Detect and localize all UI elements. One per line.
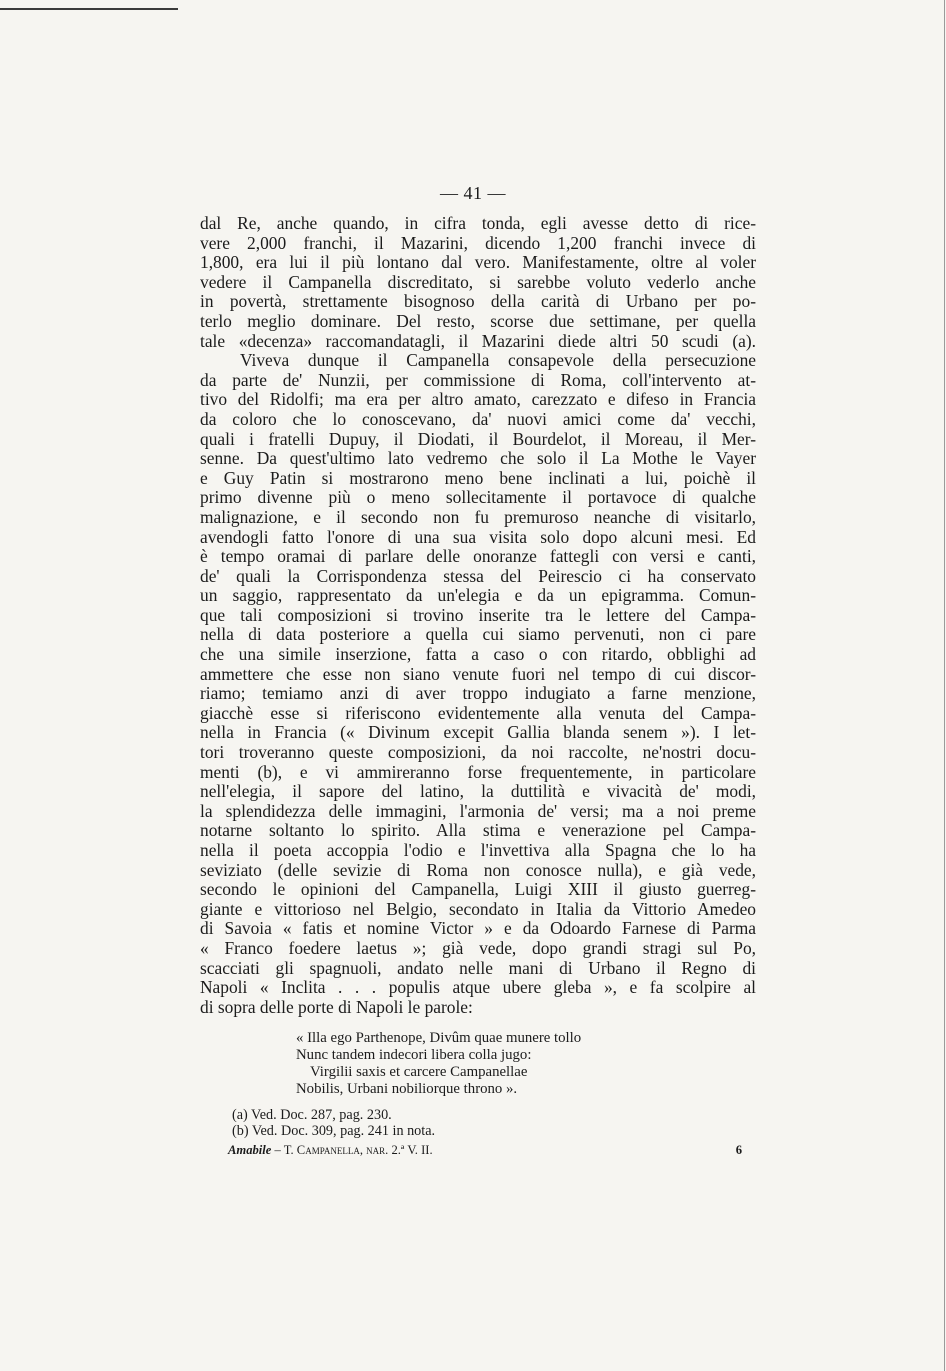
- text-line: ammettere che esse non siano venute fuori nel tempo di cui discor-: [200, 663, 756, 684]
- footnotes: [232, 1107, 752, 1139]
- verse-line: Nunc tandem indecori libera colla jugo:: [296, 1047, 532, 1063]
- text-line: seviziato (delle sevizie di Roma non conosce nulla), e già vede,: [200, 859, 756, 880]
- text-line: da coloro che lo conoscevano, da' nuovi amici come da' vecchi,: [200, 408, 756, 429]
- text-line: terlo meglio dominare. Del resto, scorse due settimane, per quella: [200, 310, 756, 331]
- text-line: primo divenne più o meno sollecitamente il portavoce di qualche: [200, 487, 756, 508]
- text-line: « Franco foedere laetus »; già vede, dopo grandi stragi sul Po,: [200, 937, 756, 958]
- text-line: Napoli « Inclita . . . populis atque ubere gleba », e fa scolpire al: [200, 977, 756, 998]
- text-line: tivo del Ridolfi; ma era per altro amato, carezzato e difeso in Francia: [200, 389, 756, 410]
- text-line: da parte de' Nunzii, per commissione di Roma, coll'intervento at-: [200, 369, 756, 390]
- verse-line: Virgilii saxis et carcere Campanellae: [310, 1064, 528, 1080]
- text-line: che una simile inserzione, fatta a caso o con ritardo, obblighi ad: [200, 644, 756, 665]
- page-edge-mark: [0, 8, 178, 10]
- text-line: è tempo oramai di parlare delle onoranze fattegli con versi e canti,: [200, 546, 756, 567]
- text-line: vere 2,000 franchi, il Mazarini, dicendo 1,200 franchi invece di: [200, 232, 756, 253]
- text-line: malignazione, e il secondo non fu premuroso neanche di visitarlo,: [200, 506, 756, 527]
- text-line: tale «decenza» raccomandatagli, il Mazarini diede altri 50 scudi (a).: [200, 330, 756, 351]
- text-line: avendogli fatto l'onore di una sua visita solo dopo alcuni mesi. Ed: [200, 526, 756, 547]
- text-line: nell'elegia, il sapore del latino, la duttilità e vivacità de' modi,: [200, 781, 756, 802]
- footnote-a: (a) Ved. Doc. 287, pag. 230.: [232, 1107, 392, 1123]
- text-line: dal Re, anche quando, in cifra tonda, egli avesse detto di rice-: [200, 213, 756, 233]
- page-edge-right: [944, 0, 945, 1371]
- footnote-b: (b) Ved. Doc. 309, pag. 241 in nota.: [232, 1123, 436, 1139]
- signature-title: – T. Campanella, nar. 2.ª V. II.: [271, 1143, 433, 1157]
- text-line: notarne soltanto lo spirito. Alla stima e venerazione pel Campa-: [200, 820, 756, 841]
- text-line: di Savoia « fatis et nomine Victor » e da Odoardo Farnese di Parma: [200, 918, 756, 939]
- text-line: in povertà, strettamente bisognoso della carità di Urbano per po-: [200, 291, 756, 312]
- text-line: nella il poeta accoppia l'odio e l'invettiva alla Spagna che lo ha: [200, 840, 756, 860]
- text-line: menti (b), e vi ammireranno forse frequentemente, in particolare: [200, 761, 756, 782]
- signature-sheet-number: 6: [735, 1143, 742, 1157]
- signature-author: Amabile: [228, 1143, 272, 1157]
- text-line: un saggio, rappresentato da un'elegia e da un epigramma. Comun-: [200, 585, 756, 606]
- text-line: tori troveranno queste composizioni, da noi raccolte, ne'nostri docu-: [200, 742, 756, 763]
- text-line: senne. Da quest'ultimo lato vedremo che solo il La Mothe le Vayer: [200, 448, 756, 469]
- text-line: nella in Francia (« Divinum excepit Gallia blanda senem »). I let-: [200, 722, 756, 743]
- text-line: de' quali la Corrispondenza stessa del Peirescio ci ha conservato: [200, 565, 756, 586]
- body-text: [200, 214, 756, 1017]
- verse-line: Nobilis, Urbani nobiliorque throno ».: [296, 1081, 518, 1097]
- text-line: scacciati gli spagnuoli, andato nelle mani di Urbano il Regno di: [200, 957, 756, 978]
- verse-quote: [296, 1030, 716, 1098]
- signature-line: [228, 1142, 742, 1159]
- text-line: que tali composizioni si trovino inserite tra le lettere del Campa-: [200, 604, 756, 625]
- text-line: nella di data posteriore a quella cui siamo pervenuti, non ci pare: [200, 624, 756, 645]
- page-number: — 41 —: [440, 183, 506, 203]
- text-line: quali i fratelli Dupuy, il Diodati, il Bourdelot, il Moreau, il Mer-: [200, 428, 756, 449]
- text-line: di sopra delle porte di Napoli le parole:: [200, 996, 473, 1017]
- verse-line: « Illa ego Parthenope, Divûm quae munere tollo: [296, 1030, 582, 1046]
- text-line: vedere il Campanella discreditato, si sarebbe voluto vederlo anche: [200, 271, 756, 292]
- text-line: la splendidezza delle immagini, l'armonia de' versi; ma a noi preme: [200, 800, 756, 821]
- text-line: 1,800, era lui il più lontano dal vero. Manifestamente, oltre al voler: [200, 252, 756, 273]
- paragraph-start-line: Viveva dunque il Campanella consapevole della persecuzione: [240, 350, 756, 371]
- text-line: secondo le opinioni del Campanella, Luigi XIII il giusto guerreg-: [200, 879, 756, 900]
- text-line: giacchè esse si riferiscono evidentemente alla venuta del Campa-: [200, 702, 756, 723]
- text-line: e Guy Patin si mostrarono meno bene inclinati a lui, poichè il: [200, 467, 756, 488]
- text-line: riamo; temiamo anzi di aver troppo indugiato a farne menzione,: [200, 683, 756, 704]
- text-line: giante e vittorioso nel Belgio, secondato in Italia da Vittorio Amedeo: [200, 898, 756, 919]
